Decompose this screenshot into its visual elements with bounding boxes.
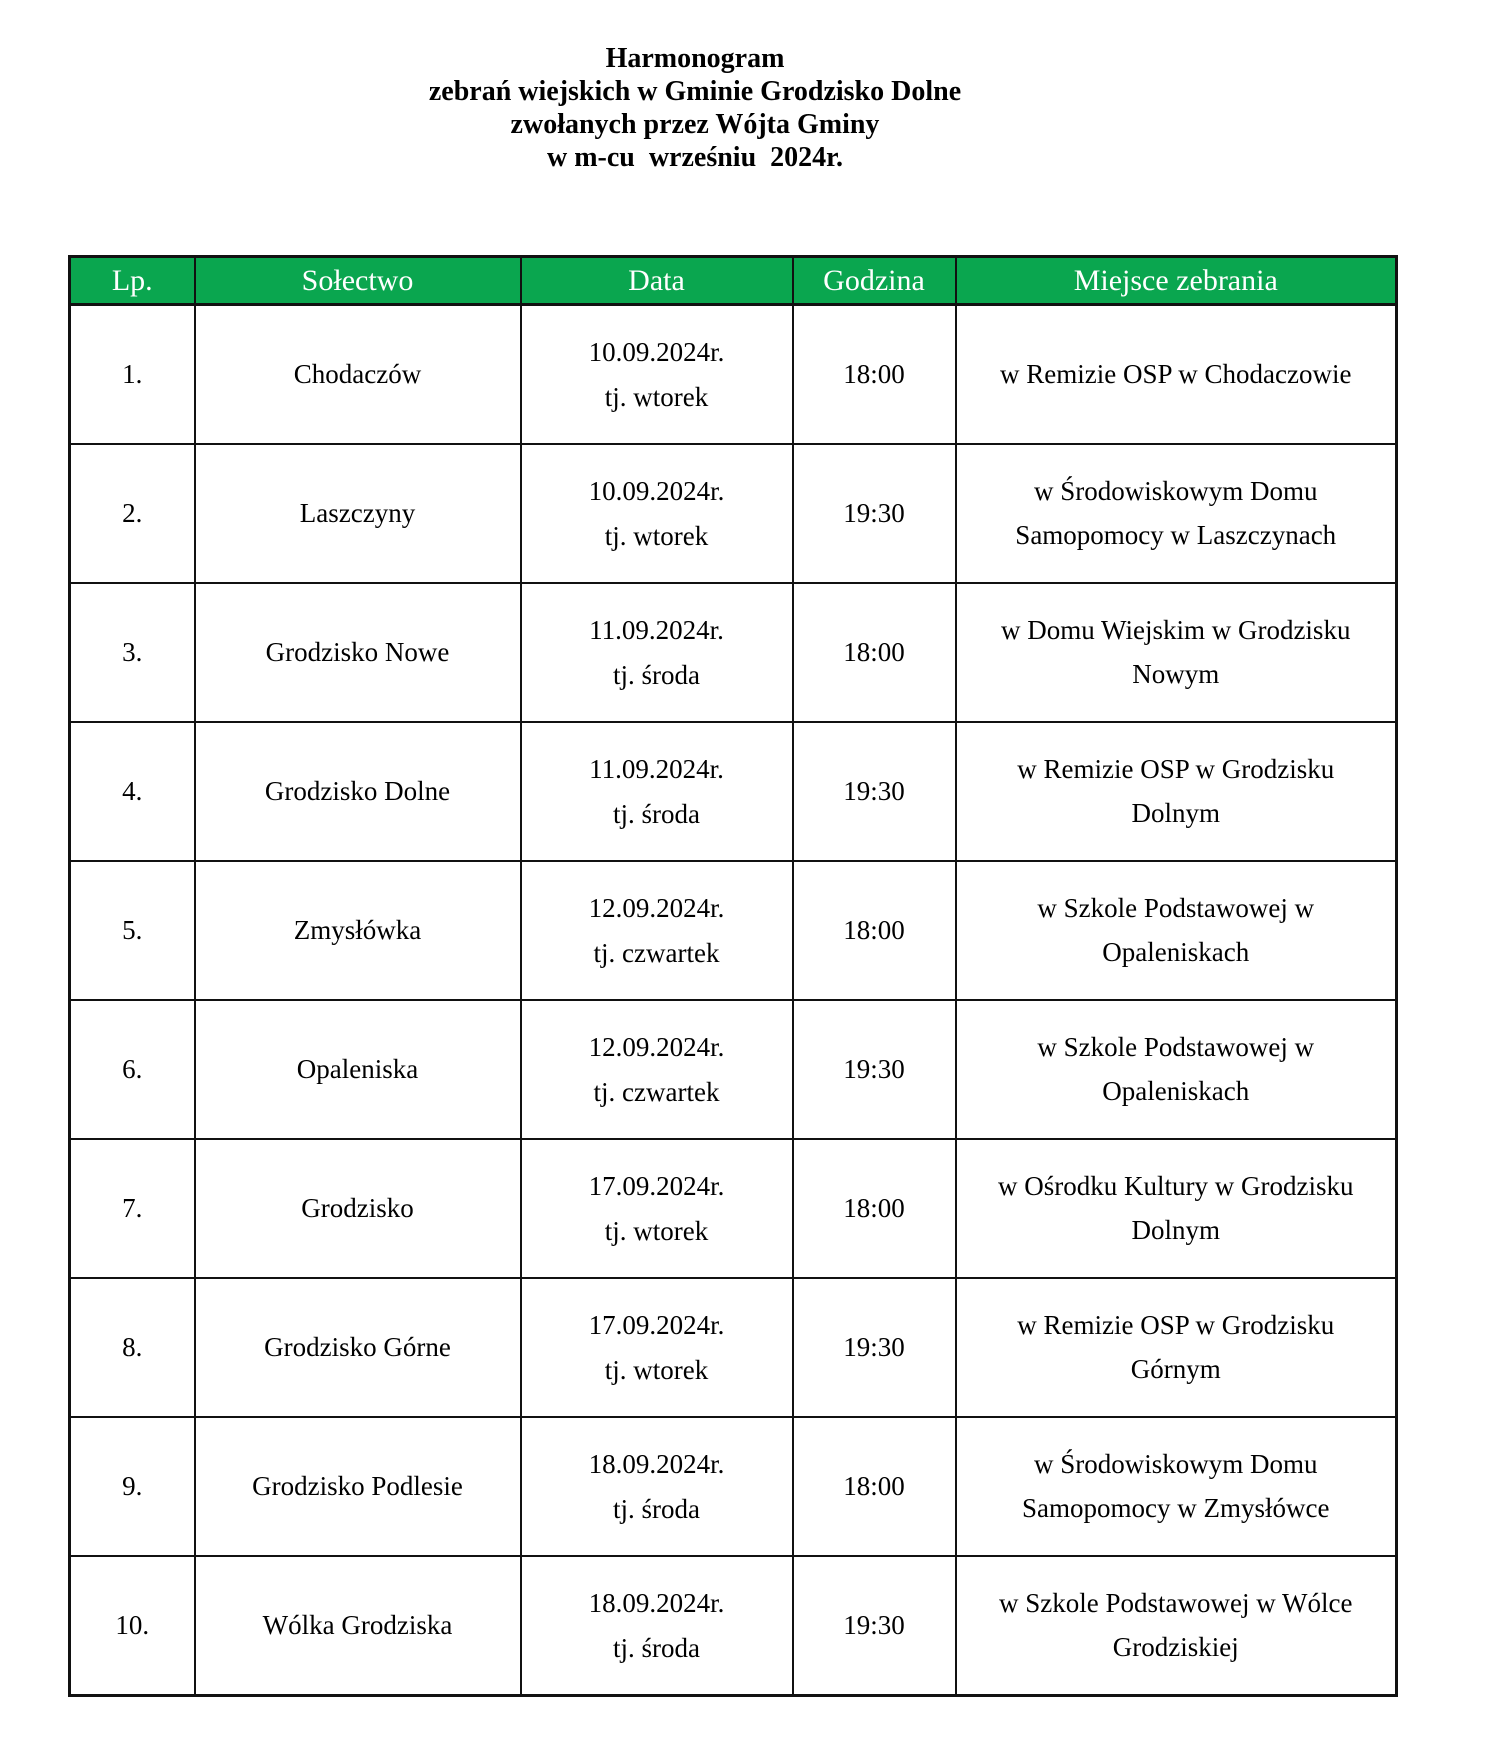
date-text: 12.09.2024r. [588, 892, 725, 923]
document-title [0, 42, 1390, 174]
solectwo-cell: Grodzisko Nowe [195, 583, 521, 722]
data-cell [521, 1556, 793, 1696]
godzina-cell: 18:00 [793, 1139, 956, 1278]
date-text: 10.09.2024r. [588, 336, 725, 367]
date-text: 17.09.2024r. [588, 1170, 725, 1201]
godzina-cell: 18:00 [793, 1417, 956, 1556]
title-line-1: Harmonogram [605, 43, 785, 74]
header-solectwo: Sołectwo [195, 257, 521, 305]
godzina-cell: 18:00 [793, 583, 956, 722]
data-cell [521, 1000, 793, 1139]
lp-cell: 3. [70, 583, 195, 722]
solectwo-cell: Grodzisko [195, 1139, 521, 1278]
data-cell [521, 305, 793, 445]
data-cell [521, 583, 793, 722]
godzina-cell: 19:30 [793, 444, 956, 583]
date-text: 11.09.2024r. [589, 614, 724, 645]
header-lp: Lp. [70, 257, 195, 305]
day-text: tj. wtorek [604, 381, 709, 412]
table-row [70, 1278, 1397, 1417]
miejsce-cell: w Remizie OSP w Chodaczowie [956, 305, 1397, 445]
data-cell [521, 861, 793, 1000]
miejsce-cell: w Szkole Podstawowej w Wólce Grodziskiej [956, 1556, 1397, 1696]
title-line-3: zwołanych przez Wójta Gminy [510, 109, 880, 140]
title-line-4: w m-cu wrześniu 2024r. [546, 142, 844, 173]
miejsce-cell: w Remizie OSP w Grodzisku Dolnym [956, 722, 1397, 861]
day-text: tj. środa [613, 798, 700, 829]
data-cell [521, 444, 793, 583]
day-text: tj. środa [613, 1632, 700, 1663]
header-godzina: Godzina [793, 257, 956, 305]
miejsce-cell: w Ośrodku Kultury w Grodzisku Dolnym [956, 1139, 1397, 1278]
solectwo-cell: Chodaczów [195, 305, 521, 445]
solectwo-cell: Laszczyny [195, 444, 521, 583]
table-row [70, 1417, 1397, 1556]
date-text: 10.09.2024r. [588, 475, 725, 506]
data-cell [521, 1417, 793, 1556]
godzina-cell: 19:30 [793, 1556, 956, 1696]
table-row [70, 1000, 1397, 1139]
date-text: 17.09.2024r. [588, 1309, 725, 1340]
data-cell [521, 1139, 793, 1278]
title-line-2: zebrań wiejskich w Gminie Grodzisko Dolne [428, 76, 962, 107]
table-header-row [70, 257, 1397, 305]
miejsce-cell: w Domu Wiejskim w Grodzisku Nowym [956, 583, 1397, 722]
schedule-table [68, 255, 1398, 1697]
lp-cell: 4. [70, 722, 195, 861]
godzina-cell: 19:30 [793, 1278, 956, 1417]
date-text: 18.09.2024r. [588, 1448, 725, 1479]
godzina-cell: 18:00 [793, 305, 956, 445]
day-text: tj. czwartek [593, 1076, 720, 1107]
godzina-cell: 18:00 [793, 861, 956, 1000]
lp-cell: 7. [70, 1139, 195, 1278]
godzina-cell: 19:30 [793, 1000, 956, 1139]
table-row [70, 1139, 1397, 1278]
table-row [70, 861, 1397, 1000]
day-text: tj. wtorek [604, 520, 709, 551]
miejsce-cell: w Środowiskowym Domu Samopomocy w Zmysłówce [956, 1417, 1397, 1556]
day-text: tj. środa [613, 659, 700, 690]
date-text: 12.09.2024r. [588, 1031, 725, 1062]
godzina-cell: 19:30 [793, 722, 956, 861]
table-row [70, 722, 1397, 861]
solectwo-cell: Grodzisko Górne [195, 1278, 521, 1417]
solectwo-cell: Zmysłówka [195, 861, 521, 1000]
header-data: Data [521, 257, 793, 305]
header-miejsce: Miejsce zebrania [956, 257, 1397, 305]
date-text: 11.09.2024r. [589, 753, 724, 784]
solectwo-cell: Grodzisko Dolne [195, 722, 521, 861]
date-text: 18.09.2024r. [588, 1587, 725, 1618]
lp-cell: 10. [70, 1556, 195, 1696]
miejsce-cell: w Remizie OSP w Grodzisku Górnym [956, 1278, 1397, 1417]
data-cell [521, 722, 793, 861]
lp-cell: 9. [70, 1417, 195, 1556]
solectwo-cell: Wólka Grodziska [195, 1556, 521, 1696]
miejsce-cell: w Szkole Podstawowej w Opaleniskach [956, 861, 1397, 1000]
table-row [70, 583, 1397, 722]
solectwo-cell: Grodzisko Podlesie [195, 1417, 521, 1556]
miejsce-cell: w Środowiskowym Domu Samopomocy w Laszczynach [956, 444, 1397, 583]
miejsce-cell: w Szkole Podstawowej w Opaleniskach [956, 1000, 1397, 1139]
lp-cell: 1. [70, 305, 195, 445]
solectwo-cell: Opaleniska [195, 1000, 521, 1139]
table-row [70, 1556, 1397, 1696]
lp-cell: 8. [70, 1278, 195, 1417]
day-text: tj. wtorek [604, 1354, 709, 1385]
lp-cell: 2. [70, 444, 195, 583]
data-cell [521, 1278, 793, 1417]
day-text: tj. wtorek [604, 1215, 709, 1246]
table-row [70, 305, 1397, 445]
lp-cell: 6. [70, 1000, 195, 1139]
table-row [70, 444, 1397, 583]
day-text: tj. środa [613, 1493, 700, 1524]
lp-cell: 5. [70, 861, 195, 1000]
day-text: tj. czwartek [593, 937, 720, 968]
